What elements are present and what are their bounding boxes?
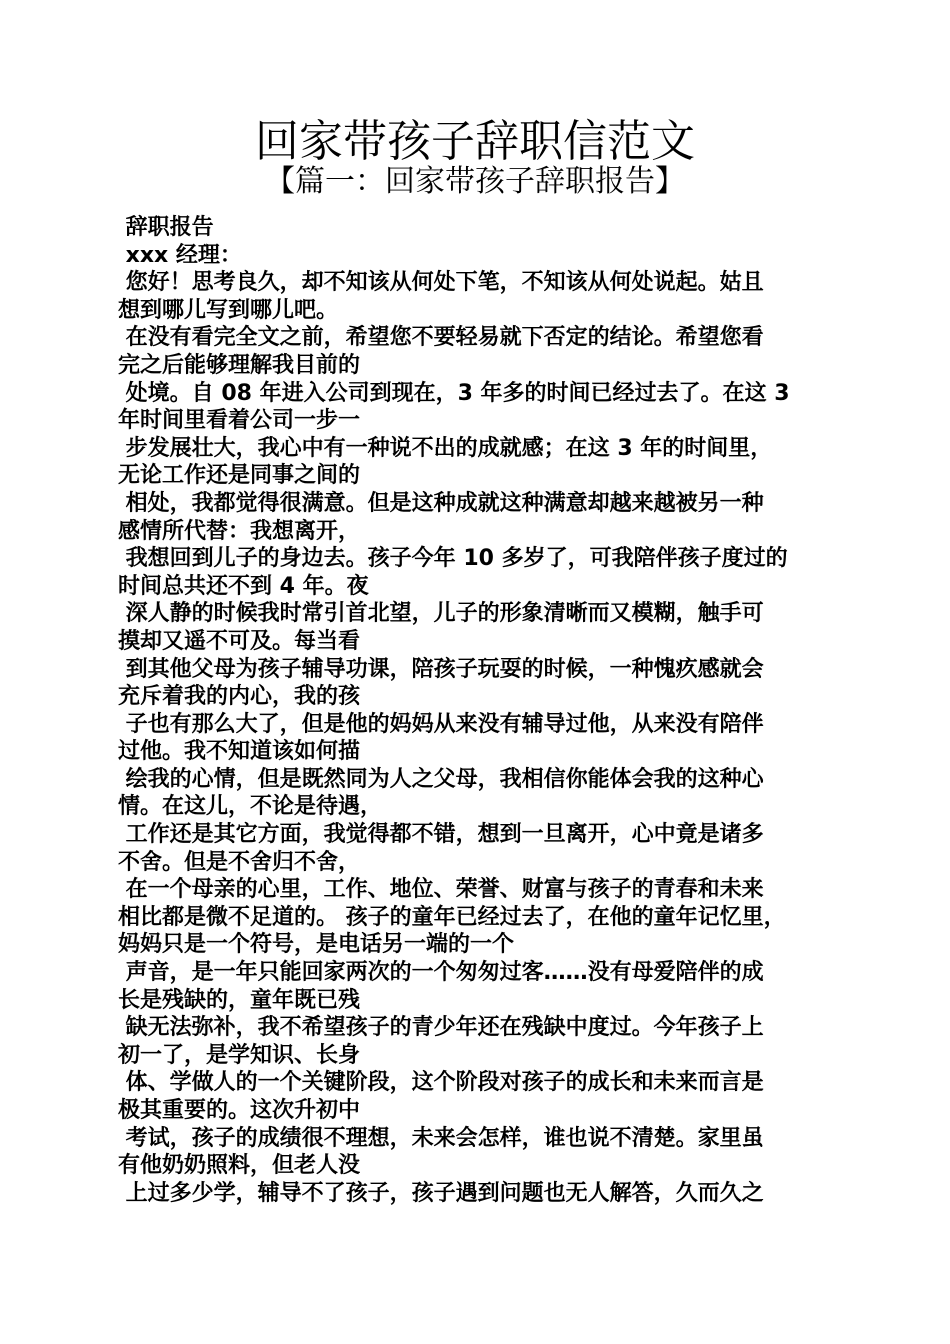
body-text-line: 在一个母亲的心里，工作、地位、荣誉、财富与孩子的青春和未来 — [118, 877, 764, 903]
body-text-line: 无论工作还是同事之间的 — [118, 463, 361, 489]
body-text-line: 处境。自 08 年进入公司到现在，3 年多的时间已经过去了。在这 3 — [118, 380, 790, 406]
body-text-line: 感情所代替：我想离开， — [118, 518, 361, 544]
body-text-line: 年时间里看着公司一步一 — [118, 408, 361, 434]
body-text-line: 初一了，是学知识、长身 — [118, 1042, 361, 1068]
body-text-line: 相处，我都觉得很满意。但是这种成就这种满意却越来越被另一种 — [118, 490, 764, 516]
body-text-line: 辞职报告 — [118, 215, 214, 240]
document-body — [118, 214, 838, 1207]
body-text-line: 长是残缺的，童年既已残 — [118, 987, 361, 1013]
body-text-line: 绘我的心情，但是既然同为人之父母，我相信你能体会我的这种心 — [118, 766, 764, 792]
document-subtitle: 【篇一：回家带孩子辞职报告】 — [265, 164, 685, 199]
body-text-line: 极其重要的。这次升初中 — [118, 1098, 361, 1123]
body-text-line: 步发展壮大，我心中有一种说不出的成就感；在这 3 年的时间里， — [118, 435, 773, 461]
body-text-line: 声音，是一年只能回家两次的一个匆匆过客……没有母爱陪伴的成 — [118, 960, 764, 986]
body-text-line: 过他。我不知道该如何描 — [118, 739, 361, 765]
body-text-line: 到其他父母为孩子辅导功课，陪孩子玩耍的时候，一种愧疚感就会 — [118, 656, 764, 682]
document-title: 回家带孩子辞职信范文 — [255, 116, 695, 167]
body-text-line: 在没有看完全文之前，希望您不要轻易就下否定的结论。希望您看 — [118, 325, 764, 351]
body-text-line: 缺无法弥补，我不希望孩子的青少年还在残缺中度过。今年孩子上 — [118, 1015, 764, 1041]
body-text-line: 体、学做人的一个关键阶段，这个阶段对孩子的成长和未来而言是 — [118, 1070, 764, 1096]
body-text-line: 妈妈只是一个符号，是电话另一端的一个 — [118, 932, 515, 958]
body-text-line: 有他奶奶照料，但老人没 — [118, 1153, 361, 1179]
body-text-line: 充斥着我的内心，我的孩 — [118, 684, 361, 710]
body-text-line: 想到哪儿写到哪儿吧。 — [118, 297, 339, 323]
body-text-line: 您好！思考良久，却不知该从何处下笔，不知该从何处说起。姑且 — [118, 270, 764, 296]
body-text-line: 工作还是其它方面，我觉得都不错，想到一旦离开，心中竟是诸多 — [118, 822, 764, 848]
body-text-line: 摸却又遥不可及。每当看 — [118, 628, 361, 654]
body-text-line: 子也有那么大了，但是他的妈妈从来没有辅导过他，从来没有陪伴 — [118, 711, 764, 737]
body-text-line: 不舍。但是不舍归不舍， — [118, 849, 361, 875]
body-text-line: 深人静的时候我时常引首北望，儿子的形象清晰而又模糊，触手可 — [118, 601, 764, 627]
body-text-line: 上过多少学，辅导不了孩子，孩子遇到问题也无人解答，久而久之 — [118, 1180, 764, 1206]
body-text-line: 时间总共还不到 4 年。夜 — [118, 573, 369, 599]
body-text-line: xxx 经理： — [118, 242, 242, 268]
body-text-line: 我想回到儿子的身边去。孩子今年 10 多岁了，可我陪伴孩子度过的 — [118, 546, 788, 572]
body-text-line: 相比都是微不足道的。 孩子的童年已经过去了，在他的童年记忆里， — [118, 904, 786, 930]
body-text-line: 情。在这儿，不论是待遇， — [118, 794, 383, 820]
body-text-line: 完之后能够理解我目前的 — [118, 352, 361, 378]
body-text-line: 考试，孩子的成绩很不理想，未来会怎样，谁也说不清楚。家里虽 — [118, 1125, 764, 1151]
